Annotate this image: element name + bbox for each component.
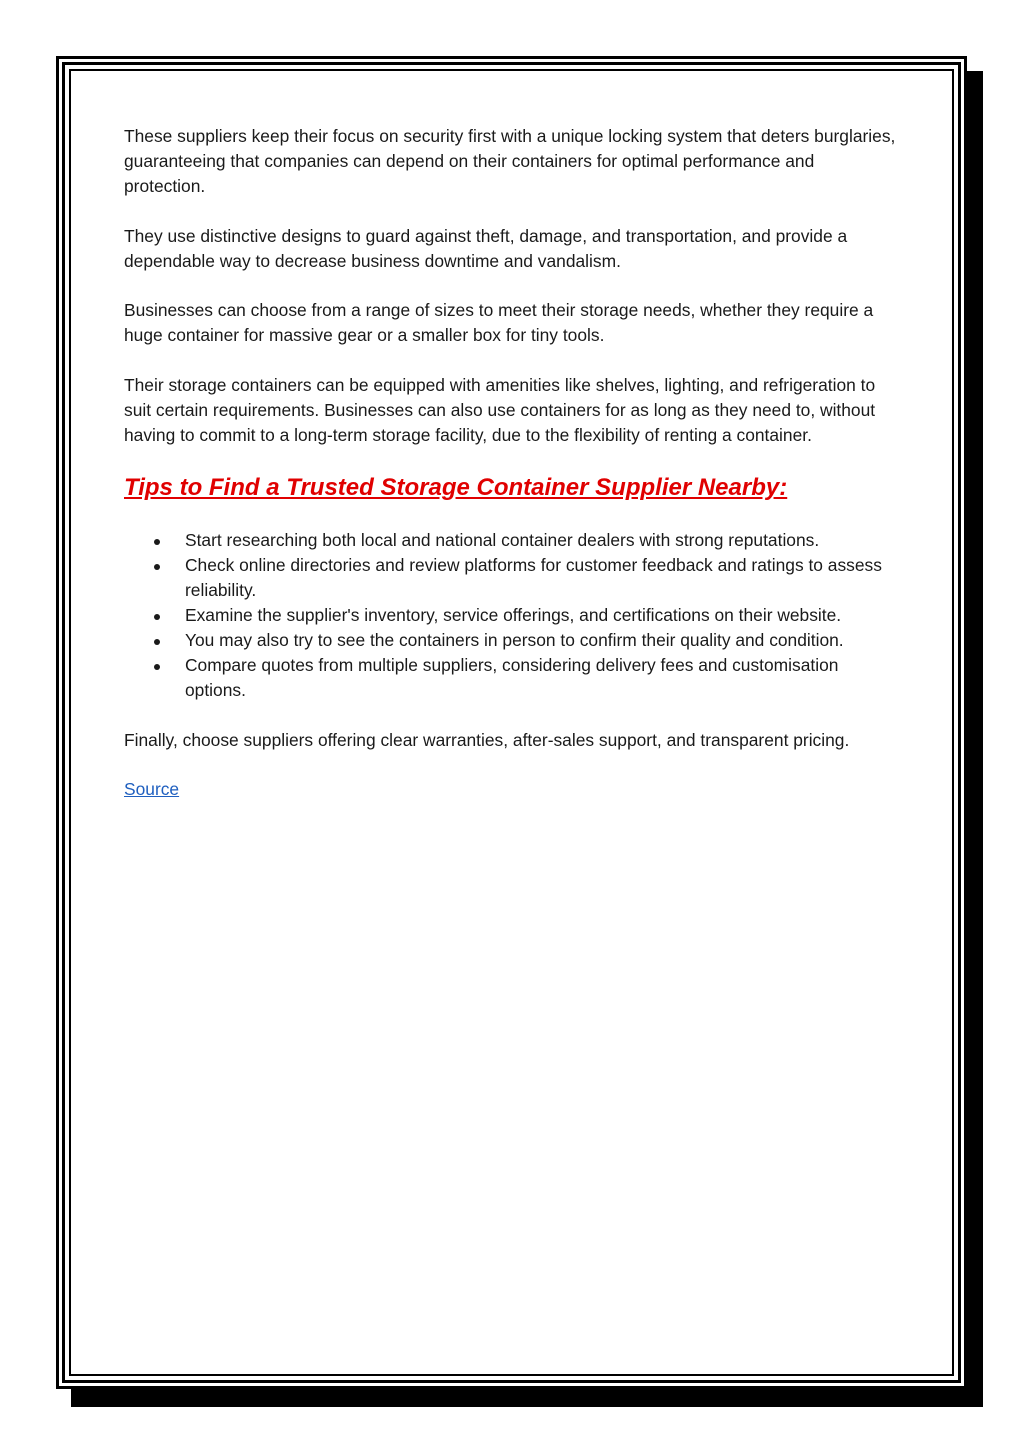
paragraph-security: These suppliers keep their focus on security first with a unique locking system that deters burglaries, guaranteeing that companies can depend on their containers for optimal performance and protection. — [124, 126, 896, 196]
list-item — [185, 653, 900, 703]
tips-list — [124, 528, 900, 703]
paragraph-sizes: Businesses can choose from a range of sizes to meet their storage needs, whether they require a huge container for massive gear or a smaller box for tiny tools. — [124, 300, 874, 345]
bullet-icon — [154, 539, 160, 545]
source-link[interactable]: Source — [124, 779, 180, 799]
source-paragraph — [124, 777, 900, 802]
list-item-text: You may also try to see the containers in person to confirm their quality and condition. — [185, 630, 844, 650]
paragraph-designs: They use distinctive designs to guard against theft, damage, and transportation, and provide a dependable way to decrease business downtime and vandalism. — [124, 225, 848, 271]
list-item-text: Compare quotes from multiple suppliers, considering delivery fees and customisation options. — [185, 655, 839, 700]
paragraph-closing: Finally, choose suppliers offering clear warranties, after-sales support, and transparent pricing. — [124, 729, 850, 750]
list-item — [185, 528, 900, 553]
list-item-text: Start researching both local and national container dealers with strong reputations. — [185, 530, 820, 550]
bullet-icon — [154, 639, 160, 645]
list-item — [185, 553, 900, 603]
bullet-icon — [154, 564, 160, 570]
list-item-text: Examine the supplier's inventory, service offerings, and certifications on their website. — [185, 605, 842, 625]
bullet-icon — [154, 614, 160, 620]
list-item — [185, 603, 900, 628]
list-item-text: Check online directories and review platforms for customer feedback and ratings to assess reliability. — [185, 555, 882, 600]
tips-heading: Tips to Find a Trusted Storage Container Supplier Nearby: — [124, 474, 788, 501]
list-item — [185, 628, 900, 653]
paragraph-amenities: Their storage containers can be equipped with amenities like shelves, lighting, and refrigeration to suit certain requirements. Businesses can also use containers for as long as they need to, without having to commit to a long-term storage facility, due to the flexibility of renting a container. — [124, 374, 876, 445]
bullet-icon — [154, 664, 160, 670]
document-content — [124, 124, 900, 827]
